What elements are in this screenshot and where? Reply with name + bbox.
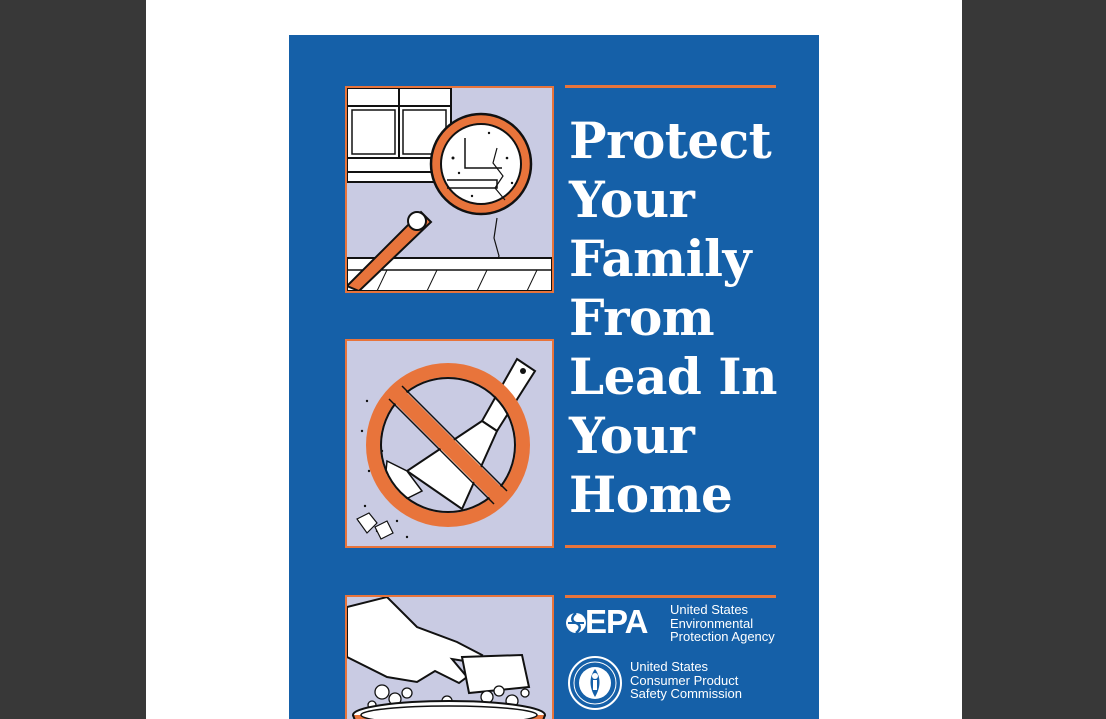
cpsc-name-line: Safety Commission	[630, 686, 742, 702]
title-line: Home	[569, 465, 733, 524]
epa-logo-icon	[565, 605, 587, 641]
title-line: Your	[569, 170, 695, 229]
agency-top-rule	[565, 595, 776, 598]
cpsc-seal-icon	[567, 655, 623, 711]
epa-name-line: Environmental	[670, 615, 754, 631]
epa-name-line: United States	[670, 602, 749, 617]
epa-logo-text: EPA	[585, 603, 648, 640]
cpsc-name-line: Consumer Product	[630, 672, 739, 688]
epa-block	[565, 601, 795, 645]
inspection-illustration	[345, 86, 554, 293]
cpsc-name-line: United States	[630, 659, 709, 674]
title-line: Family	[569, 229, 752, 288]
brochure-title	[569, 111, 809, 524]
washing-hands-icon	[347, 597, 552, 719]
title-line: Your	[569, 406, 695, 465]
epa-name	[670, 603, 775, 644]
title-top-rule	[565, 85, 776, 88]
title-line: From	[569, 288, 715, 347]
magnifying-glass-icon	[347, 88, 552, 291]
cpsc-name	[630, 660, 742, 701]
document-page	[146, 0, 962, 719]
no-dry-scraping-illustration	[345, 339, 554, 548]
title-line: Protect	[569, 111, 772, 170]
washing-illustration	[345, 595, 554, 719]
epa-name-line: Protection Agency	[670, 629, 775, 645]
title-bottom-rule	[565, 545, 776, 548]
cpsc-block	[565, 655, 765, 702]
title-line: Lead In	[569, 347, 777, 406]
no-scraping-icon	[347, 341, 552, 546]
brochure-cover	[289, 35, 819, 719]
